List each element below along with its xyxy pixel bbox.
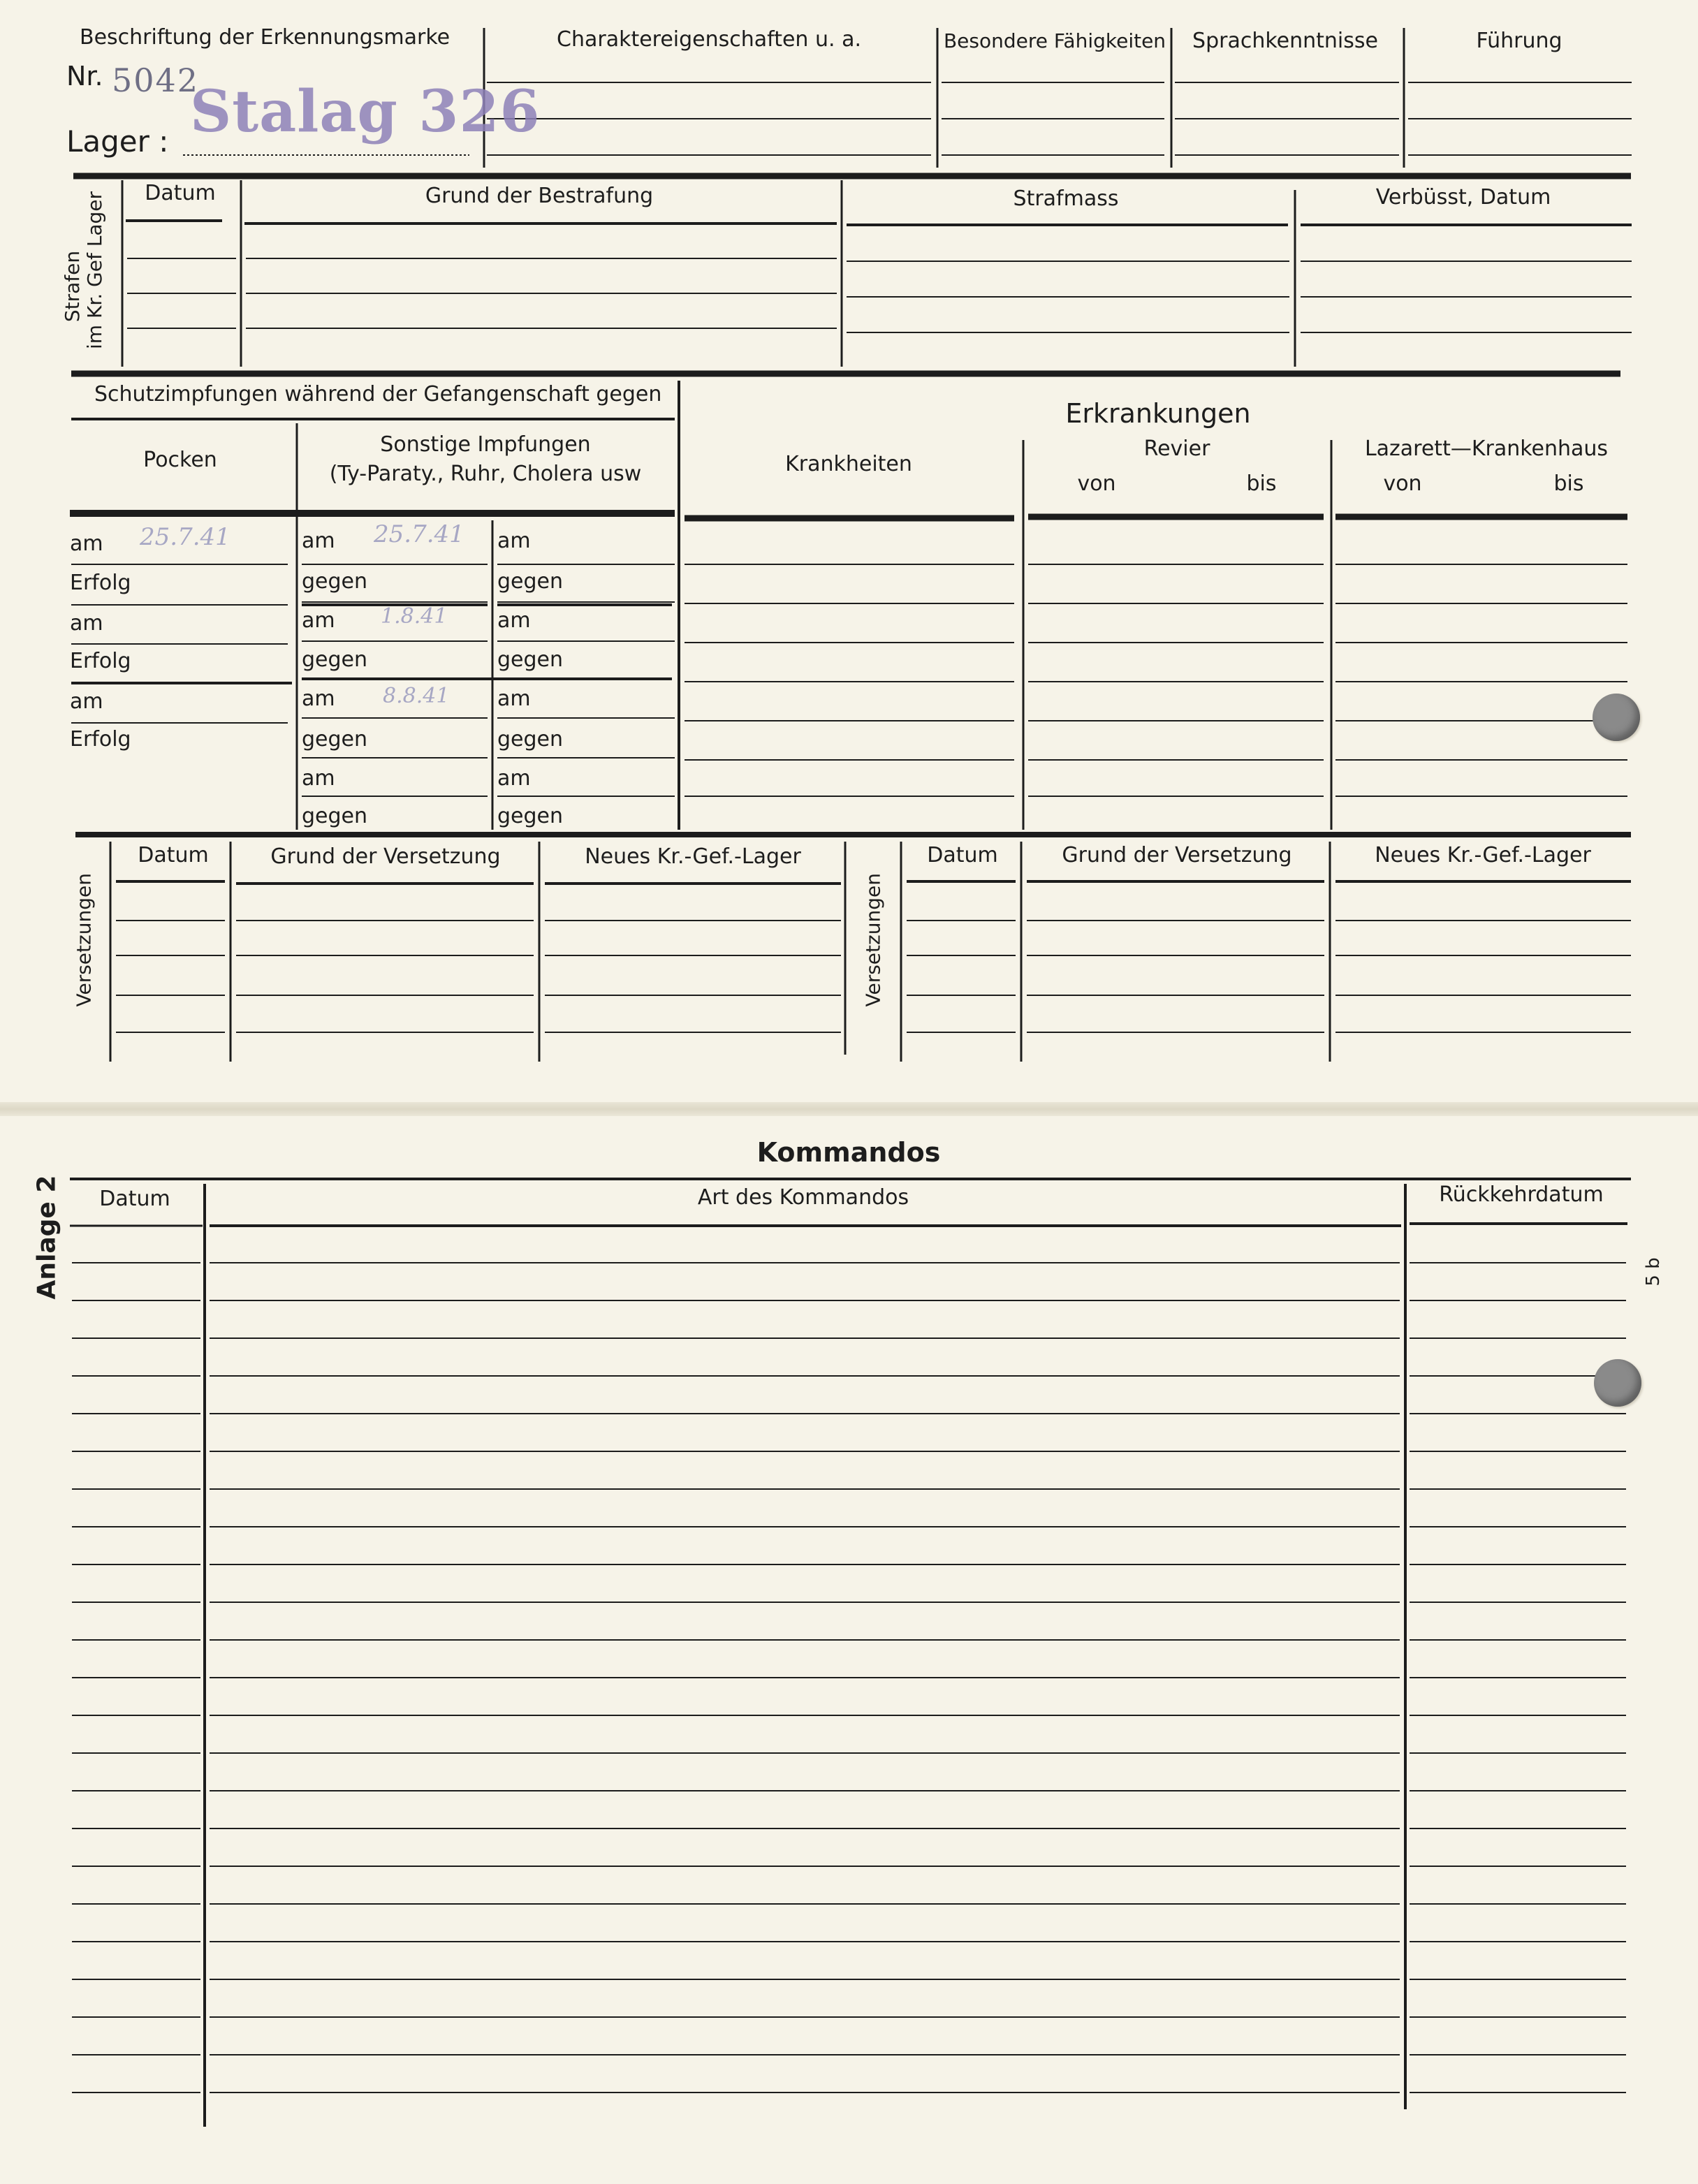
sonstige-a-gegen-2: gegen	[302, 647, 368, 672]
punch-hole-upper	[1593, 694, 1640, 741]
lager-label: Lager :	[66, 124, 169, 159]
paper-fold	[0, 1102, 1698, 1116]
sonstige-b-gegen-3: gegen	[497, 727, 564, 752]
handwritten-sonstige-date-3: 8.8.41	[383, 684, 450, 708]
sonstige-a-am-2: am	[302, 608, 335, 633]
lazarett-von-label: von	[1383, 471, 1422, 496]
kommando-col-art: Art des Kommandos	[697, 1185, 909, 1210]
krankheiten-label: Krankheiten	[785, 452, 912, 476]
fuehrung-label: Führung	[1476, 29, 1562, 53]
strafen-col-datum: Datum	[145, 181, 216, 205]
versetzung-col-datum-1: Datum	[138, 843, 209, 867]
pocken-row-am-1: am	[70, 532, 103, 556]
strafen-side-line1: Strafen	[61, 250, 84, 323]
sonstige-b-am-4: am	[497, 766, 531, 791]
strafen-col-strafmass: Strafmass	[1013, 186, 1119, 211]
sonstige-b-gegen-2: gegen	[497, 647, 564, 672]
handwritten-sonstige-date-1: 25.7.41	[374, 520, 464, 548]
versetzungen-side-label-2: Versetzungen	[861, 873, 885, 1007]
versetzung-col-lager-2: Neues Kr.-Gef.-Lager	[1375, 843, 1591, 867]
sonstige-a-am-3: am	[302, 687, 335, 711]
strafen-col-grund: Grund der Bestrafung	[425, 184, 654, 208]
strafen-side-label	[61, 191, 106, 349]
versetzung-col-datum-2: Datum	[927, 843, 998, 867]
versetzung-col-lager-1: Neues Kr.-Gef.-Lager	[585, 844, 801, 869]
sonstige-a-gegen-1: gegen	[302, 569, 368, 594]
revier-von-label: von	[1077, 471, 1116, 496]
sonstige-a-am-4: am	[302, 766, 335, 791]
strafen-side-line2: im Kr. Gef Lager	[83, 191, 106, 349]
versetzung-col-grund-2: Grund der Versetzung	[1062, 843, 1292, 867]
sonstige-a-am-1: am	[302, 529, 335, 553]
versetzungen-side-label-1: Versetzungen	[72, 873, 96, 1007]
handwritten-sonstige-date-2: 1.8.41	[381, 604, 448, 629]
lazarett-label: Lazarett—Krankenhaus	[1364, 437, 1609, 461]
form-code-mark: 5 b	[1643, 1257, 1664, 1287]
nr-value: 5042	[112, 61, 200, 99]
revier-label: Revier	[1143, 437, 1210, 461]
sonstige-b-am-2: am	[497, 608, 531, 633]
charakter-label: Charaktereigenschaften u. a.	[557, 27, 861, 52]
erkrankungen-title: Erkrankungen	[1065, 398, 1251, 429]
lazarett-bis-label: bis	[1553, 471, 1584, 496]
impfungen-title: Schutzimpfungen während der Gefangenschaft gegen	[94, 382, 662, 406]
stalag-stamp: Stalag 326	[190, 78, 541, 145]
handwritten-pocken-date: 25.7.41	[140, 523, 230, 551]
revier-bis-label: bis	[1246, 471, 1277, 496]
nr-label: Nr.	[66, 61, 103, 91]
sonstige-b-gegen-4: gegen	[497, 804, 564, 828]
punch-hole-lower	[1594, 1359, 1641, 1407]
sonstige-b-gegen-1: gegen	[497, 569, 564, 594]
sprachen-label: Sprachkenntnisse	[1192, 29, 1378, 53]
sonstige-b-am-1: am	[497, 529, 531, 553]
sonstige-b-am-3: am	[497, 687, 531, 711]
pocken-row-erfolg-2: Erfolg	[70, 649, 131, 673]
versetzung-col-grund-1: Grund der Versetzung	[270, 844, 501, 869]
sonstige-label-2: (Ty-Paraty., Ruhr, Cholera usw	[329, 462, 642, 486]
pocken-row-am-2: am	[70, 611, 103, 636]
kommandos-title: Kommandos	[756, 1137, 941, 1168]
erkennungsmarke-label: Beschriftung der Erkennungsmarke	[80, 25, 451, 50]
pocken-row-erfolg-1: Erfolg	[70, 571, 131, 595]
sonstige-a-gegen-3: gegen	[302, 727, 368, 752]
faehigkeiten-label: Besondere Fähigkeiten	[943, 29, 1166, 52]
strafen-col-verbuesst: Verbüsst, Datum	[1375, 185, 1551, 210]
pocken-row-erfolg-3: Erfolg	[70, 727, 131, 752]
sonstige-a-gegen-4: gegen	[302, 804, 368, 828]
kommando-col-rueckkehr: Rückkehrdatum	[1439, 1182, 1604, 1207]
pocken-row-am-3: am	[70, 689, 103, 714]
sonstige-label-1: Sonstige Impfungen	[380, 432, 591, 457]
anlage-label: Anlage 2	[32, 1175, 61, 1300]
kommando-col-datum: Datum	[99, 1187, 170, 1211]
pocken-label: Pocken	[143, 448, 217, 472]
